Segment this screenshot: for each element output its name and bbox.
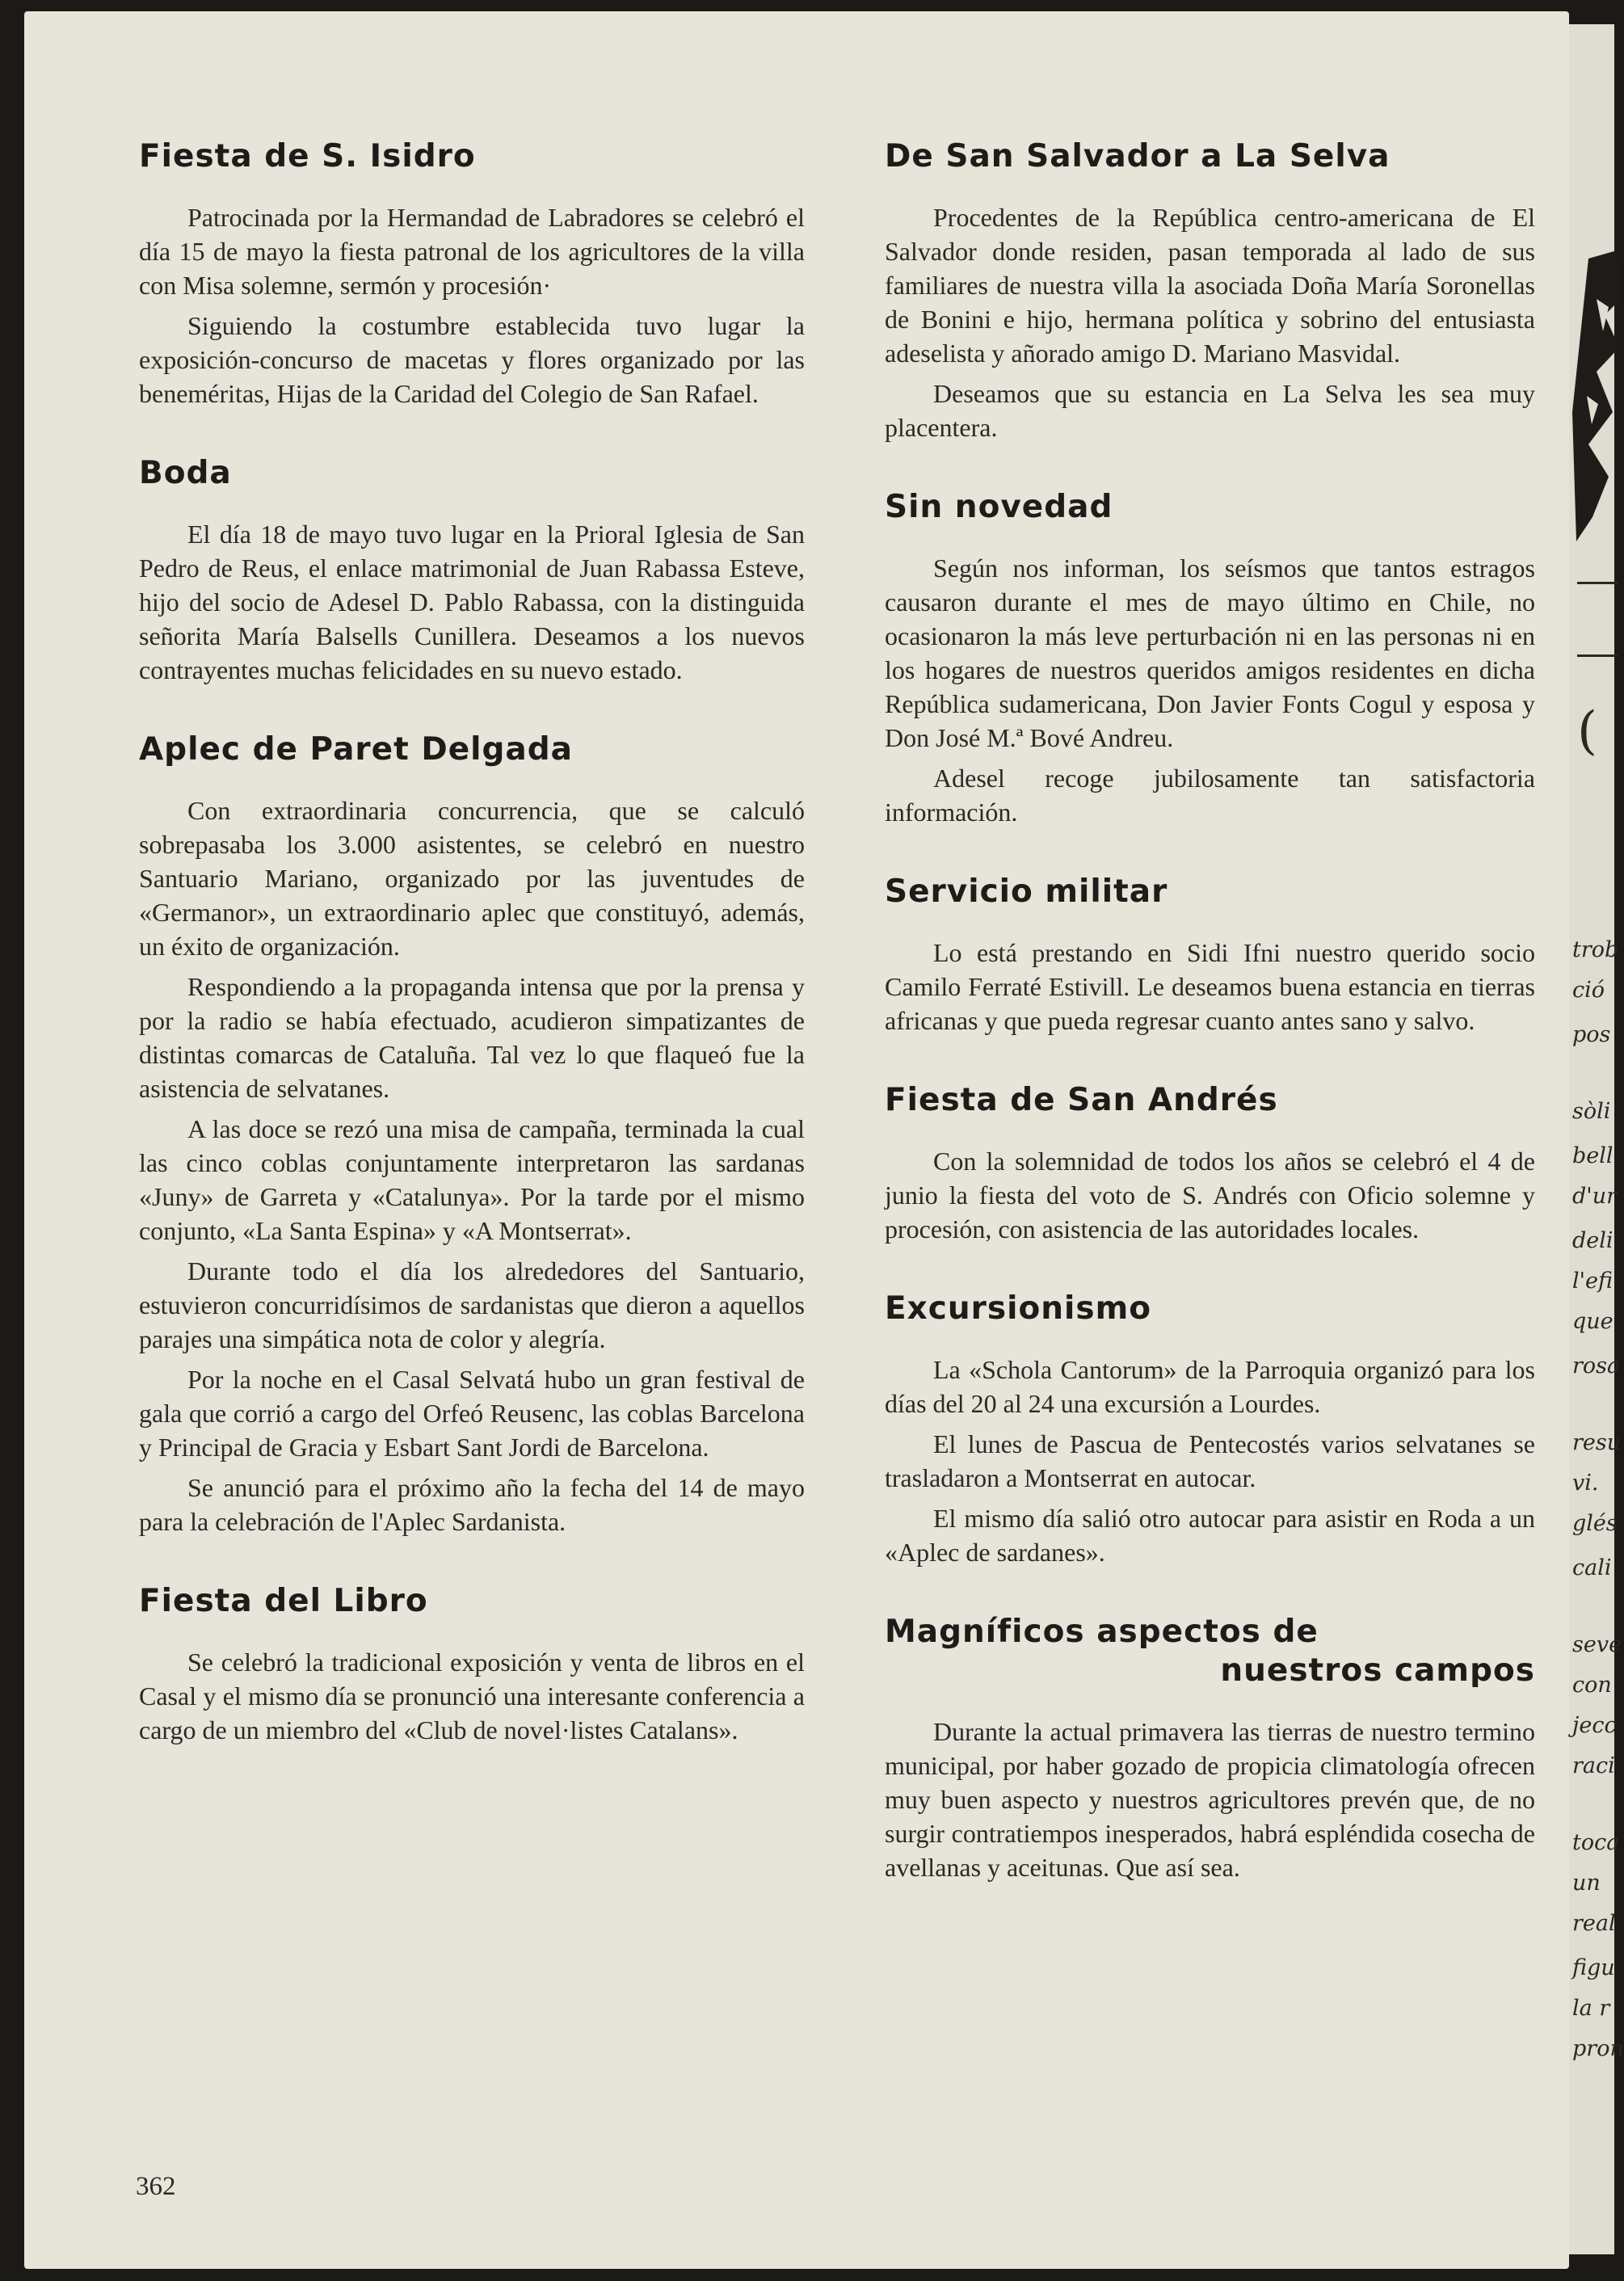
rule-line — [1577, 582, 1618, 584]
article-title — [885, 1613, 1535, 1690]
article-title: Boda — [139, 455, 232, 491]
article-aplec-paret-delgada — [139, 730, 805, 1538]
adjacent-page-text-fragment: jecc — [1572, 1713, 1617, 1738]
article-san-salvador — [885, 137, 1535, 444]
adjacent-page-text-fragment: toca — [1572, 1830, 1620, 1855]
adjacent-page-text-fragment: la r — [1572, 1996, 1610, 2021]
article-paragraph: Según nos informan, los seísmos que tantos estragos causaron durante el mes de mayo último en Chile, no ocasionaron la más leve perturbación ni en las personas ni en los hogares de nuestros queridos amigos residentes en dicha República sudamericana, Don Javier Fonts Cogul y esposa y Don José M.ª Bové Andreu. — [885, 553, 1535, 752]
article-title: De San Salvador a La Selva — [885, 138, 1390, 175]
adjacent-page-text-fragment: real — [1572, 1911, 1616, 1936]
left-column — [139, 137, 805, 1791]
article-title: Sin novedad — [885, 489, 1113, 525]
illustration-fragment — [1572, 250, 1621, 541]
right-column — [885, 137, 1535, 1928]
article-servicio-militar — [885, 873, 1535, 1037]
adjacent-page-text-fragment: con — [1572, 1673, 1612, 1698]
adjacent-page-text-fragment: d'ur — [1572, 1184, 1618, 1209]
adjacent-page-text-fragment: seve — [1572, 1632, 1622, 1657]
article-boda — [139, 454, 805, 687]
adjacent-page-text-fragment: pron — [1572, 2036, 1624, 2061]
rule-line — [1577, 654, 1618, 657]
article-title: Fiesta de San Andrés — [885, 1082, 1278, 1118]
article-paragraph: Con la solemnidad de todos los años se celebró el 4 de junio la fiesta del voto de S. Andrés con Oficio solemne y procesión, con asistencia de las autoridades locales. — [885, 1147, 1535, 1244]
article-fiesta-san-andres — [885, 1081, 1535, 1246]
article-paragraph: El día 18 de mayo tuvo lugar en la Prioral Iglesia de San Pedro de Reus, el enlace matrimonial de Juan Rabassa Esteve, hijo del socio de Adesel D. Pablo Rabassa, con la distinguida señorita María Balsells Cunillera. Deseamos a los nuevos contrayentes muchas felicidades en su nuevo estado. — [139, 520, 805, 684]
article-paragraph: El lunes de Pascua de Pentecostés varios selvatanes se trasladaron a Montserrat en autocar. — [885, 1429, 1535, 1492]
adjacent-page-text-fragment: cali — [1572, 1555, 1612, 1580]
article-paragraph: Durante todo el día los alrededores del Santuario, estuvieron concurridísimos de sardanistas que dieron a aquellos parajes una simpática nota de color y alegría. — [139, 1256, 805, 1353]
article-paragraph: Con extraordinaria concurrencia, que se calculó sobrepasaba los 3.000 asistentes, se celebró en nuestro Santuario Mariano, organizado por las juventudes de «Germanor», un extraordinario aplec que constituyó, además, un éxito de organización. — [139, 796, 805, 961]
article-excursionismo — [885, 1290, 1535, 1569]
article-sin-novedad — [885, 488, 1535, 829]
article-paragraph: Durante la actual primavera las tierras de nuestro termino municipal, por haber gozado de propicia climatología ofrecen muy buen aspecto y nuestros agricultores prevén que, de no surgir contratiempos inesperados, habrá espléndida cosecha de avellanas y aceitunas. Que así sea. — [885, 1717, 1535, 1882]
article-paragraph: Se celebró la tradicional exposición y venta de libros en el Casal y el mismo día se pronunció una interesante conferencia a cargo de un miembro del «Club de novel·listes Catalans». — [139, 1648, 805, 1744]
adjacent-page-text-fragment: que — [1572, 1309, 1613, 1334]
adjacent-page-text-fragment: rosa — [1572, 1353, 1621, 1378]
article-magnificos-aspectos — [885, 1613, 1535, 1884]
adjacent-page-text-fragment: ció — [1572, 978, 1605, 1003]
adjacent-page-text-fragment: resu — [1572, 1430, 1622, 1455]
article-fiesta-san-isidro — [139, 137, 805, 410]
article-paragraph: La «Schola Cantorum» de la Parroquia organizó para los días del 20 al 24 una excursión a Lourdes. — [885, 1355, 1535, 1418]
adjacent-page-text-fragment: vi. — [1572, 1471, 1599, 1496]
adjacent-page-text-fragment: figu — [1572, 1955, 1615, 1980]
article-paragraph: Adesel recoge jubilosamente tan satisfactoria información. — [885, 764, 1535, 827]
article-paragraph: Procedentes de la República centro-americana de El Salvador donde residen, pasan temporada al lado de sus familiares de nuestra villa la asociada Doña María Soronellas de Bonini e hijo, hermana política y sobrino del entusiasta adeselista y añorado amigo D. Mariano Masvidal. — [885, 203, 1535, 368]
adjacent-page-text-fragment: trob — [1572, 937, 1619, 962]
page-number: 362 — [136, 2172, 176, 2201]
adjacent-page-text-fragment: glés — [1572, 1511, 1618, 1536]
adjacent-page-text-fragment: deli — [1572, 1228, 1613, 1253]
article-title: Aplec de Paret Delgada — [139, 731, 573, 768]
article-paragraph: A las doce se rezó una misa de campaña, terminada la cual las cinco coblas conjuntamente interpretaron las sardanas «Juny» de Garreta y «Catalunya». Por la tarde por el mismo conjunto, «La Santa Espina» y «A Montserrat». — [139, 1114, 805, 1245]
article-title-line1: Magníficos aspectos de — [885, 1614, 1319, 1650]
adjacent-page-text-fragment: pos — [1572, 1022, 1611, 1047]
article-paragraph: Lo está prestando en Sidi Ifni nuestro querido socio Camilo Ferraté Estivill. Le deseamos buena estancia en tierras africanas y que pueda regresar cuanto antes sano y salvo. — [885, 938, 1535, 1035]
article-paragraph: Por la noche en el Casal Selvatá hubo un gran festival de gala que corrió a cargo del Orfeó Reusenc, las coblas Barcelona y Principal de Gracia y Esbart Sant Jordi de Barcelona. — [139, 1365, 805, 1462]
article-paragraph: Siguiendo la costumbre establecida tuvo lugar la exposición-concurso de macetas y flores organizado por las beneméritas, Hijas de la Caridad del Colegio de San Rafael. — [139, 311, 805, 408]
article-paragraph: El mismo día salió otro autocar para asistir en Roda a un «Aplec de sardanes». — [885, 1504, 1535, 1567]
adjacent-page-text-fragment: bell — [1572, 1143, 1613, 1168]
article-paragraph: Deseamos que su estancia en La Selva les sea muy placentera. — [885, 379, 1535, 442]
adjacent-page-edge — [1569, 24, 1624, 2254]
adjacent-page-text-fragment: un — [1572, 1871, 1601, 1896]
adjacent-page-text-fragment: sòli — [1572, 1099, 1611, 1124]
article-paragraph: Respondiendo a la propaganda intensa que por la prensa y por la radio se había efectuado, acudieron simpatizantes de distintas comarcas de Cataluña. Tal vez lo que flaqueó fue la asistencia de selvatanes. — [139, 972, 805, 1103]
article-title: Excursionismo — [885, 1290, 1152, 1327]
article-fiesta-del-libro — [139, 1582, 805, 1747]
article-paragraph: Se anunció para el próximo año la fecha del 14 de mayo para la celebración de l'Aplec Sardanista. — [139, 1473, 805, 1536]
article-paragraph: Patrocinada por la Hermandad de Labradores se celebró el día 15 de mayo la fiesta patronal de los agricultores de la villa con Misa solemne, sermón y procesión· — [139, 203, 805, 300]
adjacent-page-text-fragment: l'efi — [1572, 1269, 1613, 1294]
article-title: Fiesta del Libro — [139, 1583, 428, 1619]
article-title: Fiesta de S. Isidro — [139, 138, 476, 175]
article-title-line2: nuestros campos — [1220, 1652, 1535, 1689]
parenthesis-glyph: ( — [1577, 701, 1597, 761]
article-title: Servicio militar — [885, 873, 1168, 910]
adjacent-page-text-fragment: raci — [1572, 1753, 1615, 1778]
